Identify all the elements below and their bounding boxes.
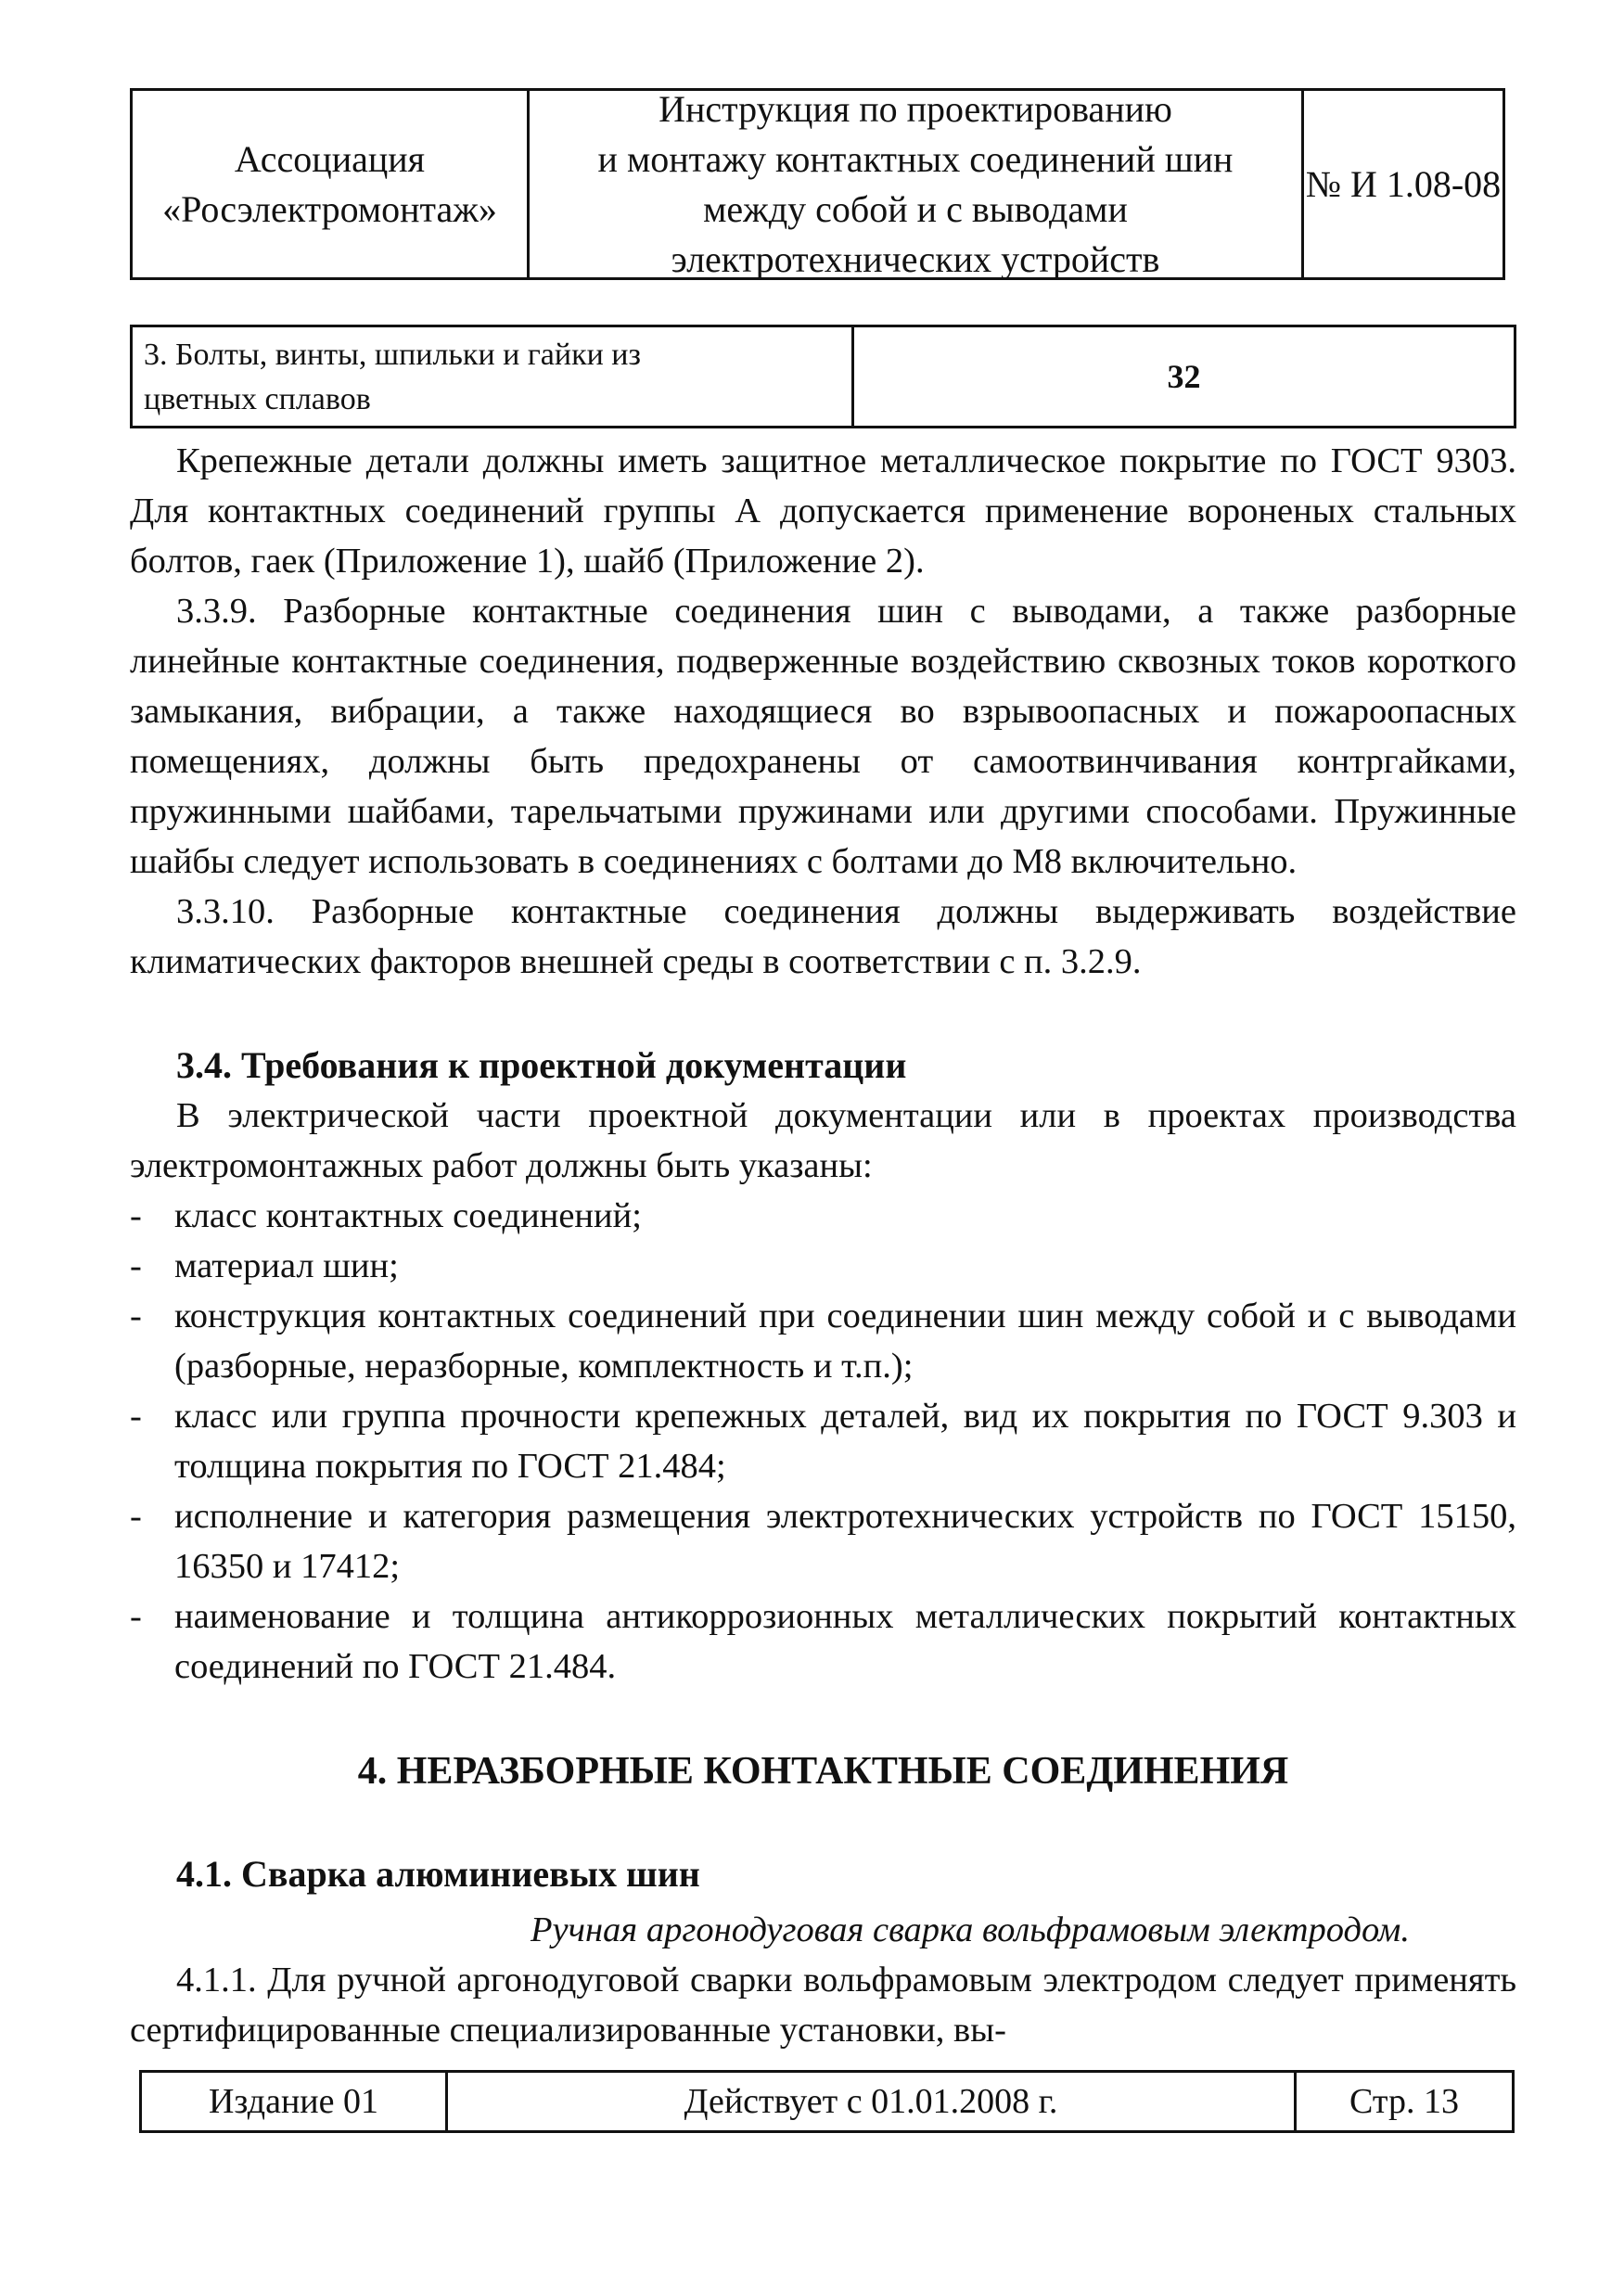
title-line: и монтажу контактных соединений шин [597, 137, 1234, 180]
list-item: - исполнение и категория размещения электротехнических устройств по ГОСТ 15150, 16350 и 17412; [130, 1497, 1516, 1586]
table-row-label [133, 327, 854, 426]
organization-name: Ассоциация [234, 137, 426, 180]
title-line: электротехнических устройств [671, 237, 1160, 280]
valid-from-label: Действует с 01.01.2008 г. [448, 2073, 1297, 2130]
page-number: Стр. 13 [1349, 2082, 1459, 2121]
document-number: № И 1.08-08 [1305, 162, 1502, 205]
requirements-list [130, 1191, 1516, 1692]
section-4-title: 4. НЕРАЗБОРНЫЕ КОНТАКТНЫЕ СОЕДИНЕНИЯ [357, 1750, 1289, 1793]
organization-name-line2: «Росэлектромонтаж» [162, 187, 497, 230]
footer-table [139, 2070, 1515, 2133]
paragraph-4-1-1: 4.1.1. Для ручной аргонодуговой сварки вольфрамовым электродом следует применять сертифицированные специализированные установки, вы- [130, 1961, 1516, 2050]
paragraph-fasteners-coating: Крепежные детали должны иметь защитное металлическое покрытие по ГОСТ 9303. Для контактных соединений группы А допускается применение вороненых стальных болтов, гаек (Приложение 1), шайб (Приложение 2). [130, 441, 1516, 581]
continued-table-row [130, 325, 1516, 428]
italic-subheading: Ручная аргонодуговая сварка вольфрамовым электродом. [530, 1910, 1410, 1949]
list-item: - класс контактных соединений; [130, 1196, 642, 1235]
list-item: - материал шин; [130, 1246, 399, 1285]
edition-label: Издание 01 [142, 2073, 448, 2130]
table-row-value: 32 [1167, 358, 1201, 395]
paragraph-3-3-9: 3.3.9. Разборные контактные соединения шин с выводами, а также разборные линейные контактные соединения, подверженные воздействию сквозных токов короткого замыкания, вибрации, а также находящиеся во взрывоопасных и пожароопасных помещениях, должны быть предохранены от самоотвинчивания контргайками, пружинными шайбами, тарельчатыми пружинами или другими способами. Пружинные шайбы следует использовать в соединениях с болтами до М8 включительно. [130, 592, 1516, 881]
section-4-1-title: 4.1. Сварка алюминиевых шин [176, 1853, 700, 1895]
title-line: между собой и с выводами [703, 187, 1128, 230]
title-line: Инструкция по проектированию [659, 87, 1172, 130]
document-title-cell [530, 87, 1304, 280]
table-row-label-line1: 3. Болты, винты, шпильки и гайки из [144, 338, 641, 372]
section-3-4-title: 3.4. Требования к проектной документации [176, 1044, 907, 1086]
paragraph-3-4-intro: В электрической части проектной документации или в проектах производства электромонтажных работ должны быть указаны: [130, 1096, 1516, 1185]
header-table [130, 88, 1505, 280]
list-item: - наименование и толщина антикоррозионных металлических покрытий контактных соединений по ГОСТ 21.484. [130, 1597, 1516, 1686]
table-row-label-line2: цветных сплавов [144, 382, 371, 416]
document-body [130, 436, 1516, 2055]
organization-cell [133, 91, 530, 277]
paragraph-3-3-10: 3.3.10. Разборные контактные соединения должны выдерживать воздействие климатических факторов внешней среды в соответствии с п. 3.2.9. [130, 892, 1516, 981]
list-item: - конструкция контактных соединений при соединении шин между собой и с выводами (разборные, неразборные, комплектность и т.п.); [130, 1297, 1516, 1386]
list-item: - класс или группа прочности крепежных деталей, вид их покрытия по ГОСТ 9.303 и толщина покрытия по ГОСТ 21.484; [130, 1397, 1516, 1486]
